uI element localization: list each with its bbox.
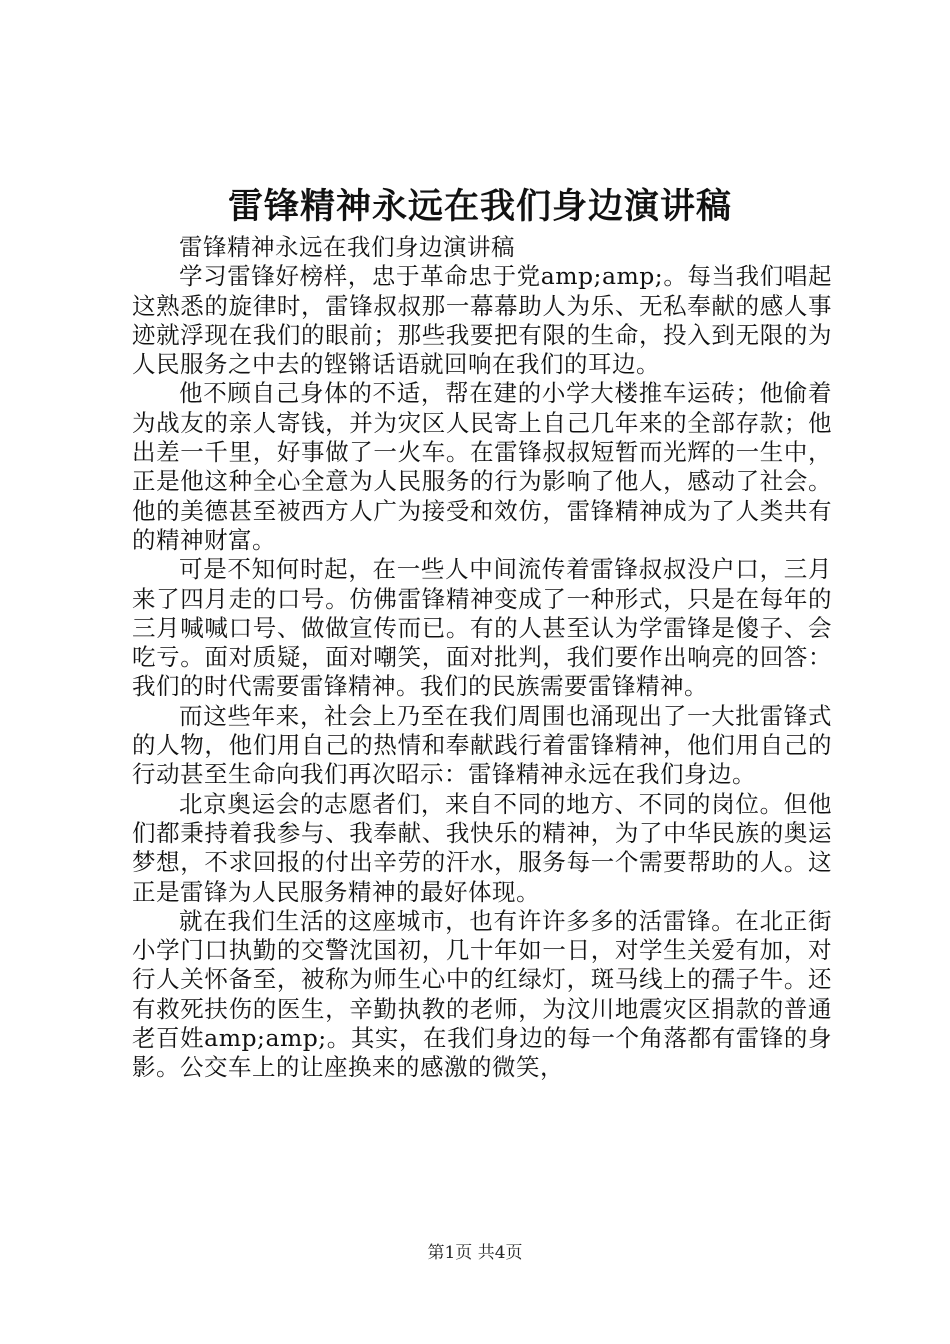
document-body [132, 233, 832, 1083]
paragraph: 他不顾自己身体的不适，帮在建的小学大楼推车运砖；他偷着为战友的亲人寄钱，并为灾区人民寄上自己几年来的全部存款；他出差一千里，好事做了一火车。在雷锋叔叔短暂而光辉的一生中，正是他这种全心全意为人民服务的行为影响了他人，感动了社会。他的美德甚至被西方人广为接受和效仿，雷锋精神成为了人类共有的精神财富。 [132, 379, 832, 554]
paragraph: 就在我们生活的这座城市，也有许许多多的活雷锋。在北正街小学门口执勤的交警沈国初，几十年如一日，对学生关爱有加，对行人关怀备至，被称为师生心中的红绿灯，斑马线上的孺子牛。还有救死扶伤的医生，辛勤执教的老师，为汶川地震灾区捐款的普通老百姓amp;amp;。其实，在我们身边的每一个角落都有雷锋的身影。公交车上的让座换来的感激的微笑， [132, 906, 832, 1082]
paragraph: 可是不知何时起，在一些人中间流传着雷锋叔叔没户口，三月来了四月走的口号。仿佛雷锋精神变成了一种形式，只是在每年的三月喊喊口号、做做宣传而已。有的人甚至认为学雷锋是傻子、会吃亏。面对质疑，面对嘲笑，面对批判，我们要作出响亮的回答：我们的时代需要雷锋精神。我们的民族需要雷锋精神。 [132, 555, 832, 701]
paragraph: 雷锋精神永远在我们身边演讲稿 [179, 233, 515, 261]
paragraph: 学习雷锋好榜样，忠于革命忠于党amp;amp;。每当我们唱起这熟悉的旋律时，雷锋叔叔那一幕幕助人为乐、无私奉献的感人事迹就浮现在我们的眼前；那些我要把有限的生命，投入到无限的为人民服务之中去的铿锵话语就回响在我们的耳边。 [132, 262, 832, 379]
paragraph: 北京奥运会的志愿者们，来自不同的地方、不同的岗位。但他们都秉持着我参与、我奉献、我快乐的精神，为了中华民族的奥运梦想，不求回报的付出辛劳的汗水，服务每一个需要帮助的人。这正是雷锋为人民服务精神的最好体现。 [132, 789, 832, 906]
paragraph: 而这些年来，社会上乃至在我们周围也涌现出了一大批雷锋式的人物，他们用自己的热情和奉献践行着雷锋精神，他们用自己的行动甚至生命向我们再次昭示：雷锋精神永远在我们身边。 [132, 701, 832, 789]
document-title: 雷锋精神永远在我们身边演讲稿 [227, 186, 732, 227]
page-number-footer: 第1页 共4页 [427, 1243, 523, 1263]
